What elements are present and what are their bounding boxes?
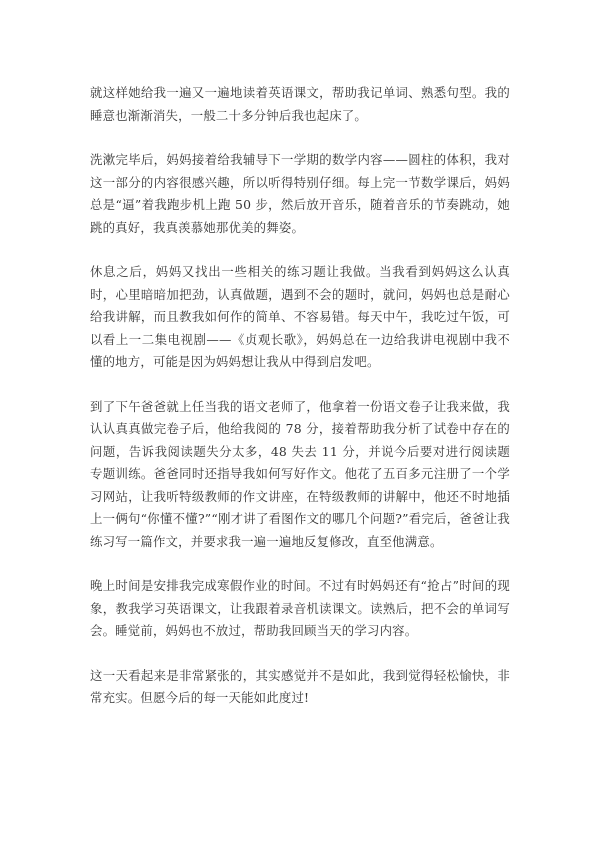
paragraph-3: 休息之后，妈妈又找出一些相关的练习题让我做。当我看到妈妈这么认真时，心里暗暗加把劲，认真做题，遇到不会的题时，就问，妈妈也总是耐心给我讲解，而且教我如何作的简单、不容易错。每天中午，我吃过午饭，可以看上一二集电视剧——《贞观长歌》，妈妈总在一边给我讲电视剧中我不懂的地方，可能是因为妈妈想让我从中得到启发吧。 xyxy=(90,264,510,369)
paragraph-4: 到了下午爸爸就上任当我的语文老师了，他拿着一份语文卷子让我来做，我认认真真做完卷子后，他给我阅的 78 分，接着帮助我分析了试卷中存在的问题，告诉我阅读题失分太多，48 失去 11 分，并说今后要对进行阅读题专题训练。爸爸同时还指导我如何写好作文。他花了五百多元注册了一个学习网站，让我听特级教师的作文讲座，在特级教师的讲解中，他还不时地插上一俩句“你懂不懂?”“刚才讲了看图作文的哪几个问题?”看完后，爸爸让我练习写一篇作文，并要求我一遍一遍地反复修改，直至他满意。 xyxy=(90,398,510,549)
paragraph-2: 洗漱完毕后，妈妈接着给我辅导下一学期的数学内容——圆柱的体积，我对这一部分的内容很感兴趣，所以听得特别仔细。每上完一节数学课后，妈妈总是“逼”着我跑步机上跑 50 步，然后放开音乐，随着音乐的节奏跳动，她跳的真好，我真羡慕她那优美的舞姿。 xyxy=(90,152,510,235)
paragraph-1: 就这样她给我一遍又一遍地读着英语课文，帮助我记单词、熟悉句型。我的睡意也渐渐消失，一般二十多分钟后我也起床了。 xyxy=(90,85,510,123)
document-body xyxy=(90,82,510,710)
paragraph-6: 这一天看起来是非常紧张的，其实感觉并不是如此，我到觉得轻松愉快，非常充实。但愿今后的每一天能如此度过! xyxy=(90,667,510,705)
paragraph-5: 晚上时间是安排我完成寒假作业的时间。不过有时妈妈还有“抢占”时间的现象，教我学习英语课文，让我跟着录音机读课文。读熟后，把不会的单词写会。睡觉前，妈妈也不放过，帮助我回顾当天的学习内容。 xyxy=(90,578,510,638)
